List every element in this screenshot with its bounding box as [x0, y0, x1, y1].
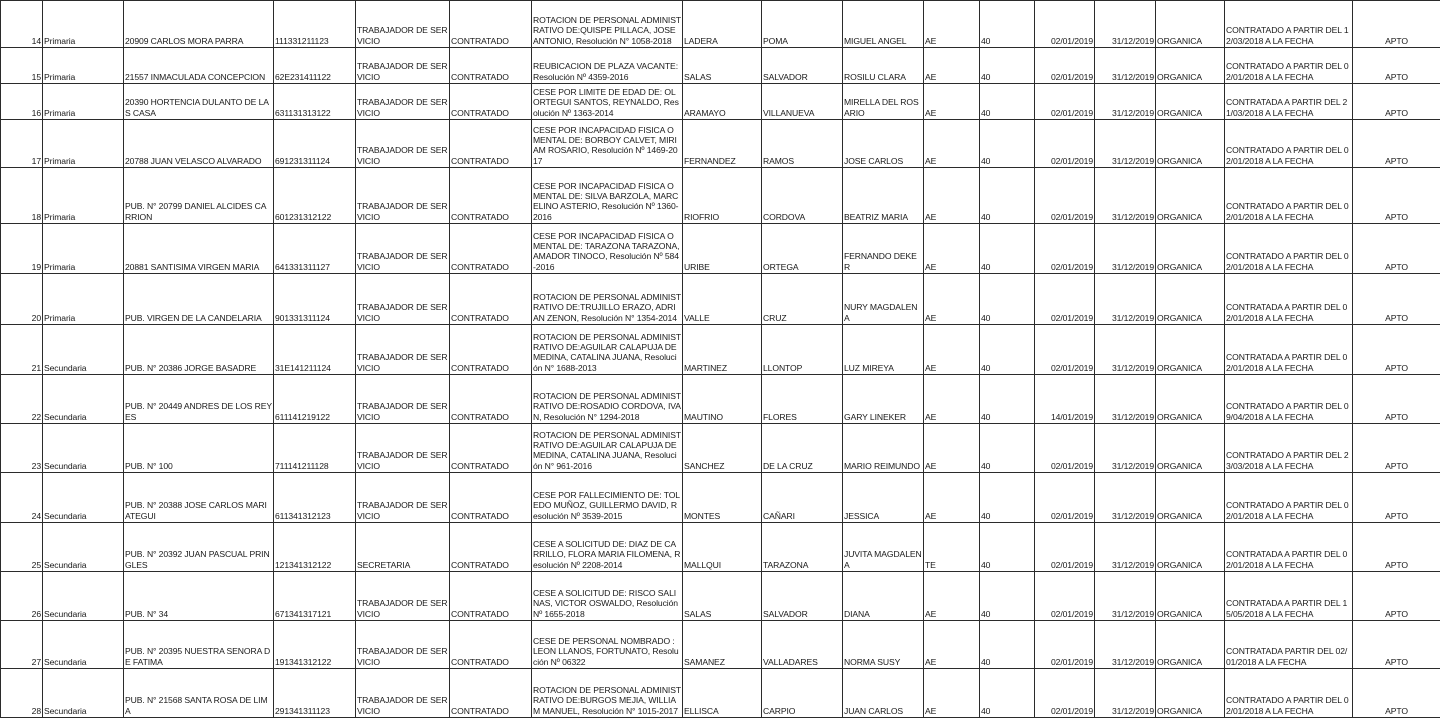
- hours-cell: 40: [980, 523, 1035, 572]
- condition-cell: CONTRATADO: [450, 325, 532, 375]
- condition-cell: CONTRATADO: [450, 473, 532, 523]
- vacancy-reason-cell: CESE POR INCAPACIDAD FISICA O MENTAL DE: TARAZONA TARAZONA, AMADOR TINOCO, Resolución Nº 584-2016: [532, 224, 683, 274]
- maternal-surname-cell: TARAZONA: [762, 523, 843, 572]
- table-row: [1, 84, 1440, 120]
- result-cell: APTO: [1353, 168, 1440, 224]
- condition-cell: CONTRATADO: [450, 375, 532, 424]
- hours-cell: 40: [980, 1, 1035, 48]
- result-cell: APTO: [1353, 325, 1440, 375]
- observation-cell: CONTRATADA A PARTIR DEL 21/03/2018 A LA FECHA: [1225, 84, 1353, 120]
- plaza-type-cell: ORGANICA: [1156, 621, 1225, 669]
- table-row: [1, 120, 1440, 168]
- observation-cell: CONTRATADO A PARTIR DEL 23/03/2018 A LA FECHA: [1225, 424, 1353, 473]
- vacancy-reason-cell: ROTACION DE PERSONAL ADMINISTRATIVO DE:AGUILAR CALAPUJA DE MEDINA, CATALINA JUANA, Resolución N° 1688-2013: [532, 325, 683, 375]
- category-cell: AE: [924, 120, 980, 168]
- result-cell: APTO: [1353, 473, 1440, 523]
- paternal-surname-cell: VALLE: [683, 274, 762, 325]
- end-date-cell: 31/12/2019: [1095, 1, 1156, 48]
- table-row: [1, 375, 1440, 424]
- institution-cell: PUB. N° 20395 NUESTRA SENORA DE FATIMA: [124, 621, 274, 669]
- institution-cell: PUB. N° 20392 JUAN PASCUAL PRINGLES: [124, 523, 274, 572]
- start-date-cell: 02/01/2019: [1035, 325, 1095, 375]
- hours-cell: 40: [980, 572, 1035, 621]
- level-cell: Secundaria: [43, 669, 124, 718]
- position-code-cell: 601231312122: [274, 168, 356, 224]
- maternal-surname-cell: ORTEGA: [762, 224, 843, 274]
- position-code-cell: 901331311124: [274, 274, 356, 325]
- plaza-type-cell: ORGANICA: [1156, 120, 1225, 168]
- given-names-cell: LUZ MIREYA: [843, 325, 924, 375]
- table-row: [1, 325, 1440, 375]
- institution-cell: 20881 SANTISIMA VIRGEN MARIA: [124, 224, 274, 274]
- result-cell: APTO: [1353, 523, 1440, 572]
- level-cell: Primaria: [43, 84, 124, 120]
- position-cell: TRABAJADOR DE SERVICIO: [356, 1, 450, 48]
- start-date-cell: 02/01/2019: [1035, 621, 1095, 669]
- position-cell: SECRETARIA: [356, 523, 450, 572]
- paternal-surname-cell: ARAMAYO: [683, 84, 762, 120]
- row-number-cell: 20: [1, 274, 43, 325]
- position-code-cell: 121341312122: [274, 523, 356, 572]
- institution-cell: PUB. N° 20388 JOSE CARLOS MARIATEGUI: [124, 473, 274, 523]
- hours-cell: 40: [980, 621, 1035, 669]
- start-date-cell: 02/01/2019: [1035, 572, 1095, 621]
- end-date-cell: 31/12/2019: [1095, 375, 1156, 424]
- plaza-type-cell: ORGANICA: [1156, 572, 1225, 621]
- end-date-cell: 31/12/2019: [1095, 621, 1156, 669]
- start-date-cell: 02/01/2019: [1035, 48, 1095, 84]
- result-cell: APTO: [1353, 375, 1440, 424]
- level-cell: Primaria: [43, 274, 124, 325]
- category-cell: AE: [924, 572, 980, 621]
- institution-cell: 20390 HORTENCIA DULANTO DE LAS CASA: [124, 84, 274, 120]
- position-cell: TRABAJADOR DE SERVICIO: [356, 325, 450, 375]
- maternal-surname-cell: VALLADARES: [762, 621, 843, 669]
- hours-cell: 40: [980, 325, 1035, 375]
- given-names-cell: GARY LINEKER: [843, 375, 924, 424]
- result-cell: APTO: [1353, 1, 1440, 48]
- position-cell: TRABAJADOR DE SERVICIO: [356, 168, 450, 224]
- row-number-cell: 28: [1, 669, 43, 718]
- observation-cell: CONTRATADO A PARTIR DEL 02/01/2018 A LA FECHA: [1225, 168, 1353, 224]
- position-code-cell: 611141219122: [274, 375, 356, 424]
- position-cell: TRABAJADOR DE SERVICIO: [356, 84, 450, 120]
- table-row: [1, 48, 1440, 84]
- position-cell: TRABAJADOR DE SERVICIO: [356, 120, 450, 168]
- observation-cell: CONTRATADO A PARTIR DEL 09/04/2018 A LA FECHA: [1225, 375, 1353, 424]
- start-date-cell: 02/01/2019: [1035, 168, 1095, 224]
- maternal-surname-cell: CORDOVA: [762, 168, 843, 224]
- level-cell: Primaria: [43, 224, 124, 274]
- institution-cell: PUB. N° 100: [124, 424, 274, 473]
- institution-cell: PUB. N° 20449 ANDRES DE LOS REYES: [124, 375, 274, 424]
- start-date-cell: 02/01/2019: [1035, 669, 1095, 718]
- level-cell: Secundaria: [43, 375, 124, 424]
- position-cell: TRABAJADOR DE SERVICIO: [356, 669, 450, 718]
- observation-cell: CONTRATADO A PARTIR DEL 12/03/2018 A LA FECHA: [1225, 1, 1353, 48]
- row-number-cell: 19: [1, 224, 43, 274]
- condition-cell: CONTRATADO: [450, 224, 532, 274]
- result-cell: APTO: [1353, 224, 1440, 274]
- result-cell: APTO: [1353, 669, 1440, 718]
- institution-cell: 20909 CARLOS MORA PARRA: [124, 1, 274, 48]
- end-date-cell: 31/12/2019: [1095, 473, 1156, 523]
- end-date-cell: 31/12/2019: [1095, 168, 1156, 224]
- position-code-cell: 631131313122: [274, 84, 356, 120]
- plaza-type-cell: ORGANICA: [1156, 168, 1225, 224]
- institution-cell: 20788 JUAN VELASCO ALVARADO: [124, 120, 274, 168]
- category-cell: AE: [924, 621, 980, 669]
- paternal-surname-cell: SAMANEZ: [683, 621, 762, 669]
- end-date-cell: 31/12/2019: [1095, 48, 1156, 84]
- category-cell: AE: [924, 669, 980, 718]
- plaza-type-cell: ORGANICA: [1156, 84, 1225, 120]
- row-number-cell: 22: [1, 375, 43, 424]
- row-number-cell: 16: [1, 84, 43, 120]
- category-cell: AE: [924, 84, 980, 120]
- table-row: [1, 473, 1440, 523]
- maternal-surname-cell: LLONTOP: [762, 325, 843, 375]
- level-cell: Primaria: [43, 48, 124, 84]
- institution-cell: PUB. N° 21568 SANTA ROSA DE LIMA: [124, 669, 274, 718]
- level-cell: Primaria: [43, 168, 124, 224]
- position-cell: TRABAJADOR DE SERVICIO: [356, 621, 450, 669]
- maternal-surname-cell: SALVADOR: [762, 572, 843, 621]
- observation-cell: CONTRATADO A PARTIR DEL 02/01/2018 A LA FECHA: [1225, 473, 1353, 523]
- plaza-type-cell: ORGANICA: [1156, 1, 1225, 48]
- condition-cell: CONTRATADO: [450, 120, 532, 168]
- vacancy-reason-cell: ROTACION DE PERSONAL ADMINISTRATIVO DE:AGUILAR CALAPUJA DE MEDINA, CATALINA JUANA, Resolución N° 961-2016: [532, 424, 683, 473]
- category-cell: AE: [924, 168, 980, 224]
- level-cell: Secundaria: [43, 572, 124, 621]
- table-row: [1, 424, 1440, 473]
- end-date-cell: 31/12/2019: [1095, 84, 1156, 120]
- maternal-surname-cell: CAÑARI: [762, 473, 843, 523]
- vacancy-reason-cell: CESE A SOLICITUD DE: RISCO SALINAS, VICTOR OSWALDO, Resolución Nº 1655-2018: [532, 572, 683, 621]
- paternal-surname-cell: ELLISCA: [683, 669, 762, 718]
- category-cell: AE: [924, 1, 980, 48]
- vacancy-reason-cell: ROTACION DE PERSONAL ADMINISTRATIVO DE:TRUJILLO ERAZO, ADRIAN ZENON, Resolución N° 1354-2014: [532, 274, 683, 325]
- observation-cell: CONTRATADA A PARTIR DEL 15/05/2018 A LA FECHA: [1225, 572, 1353, 621]
- vacancy-reason-cell: CESE POR INCAPACIDAD FISICA O MENTAL DE: BORBOY CALVET, MIRIAM ROSARIO, Resolución Nº 1469-2017: [532, 120, 683, 168]
- observation-cell: CONTRATADO A PARTIR DEL 02/01/2018 A LA FECHA: [1225, 48, 1353, 84]
- paternal-surname-cell: RIOFRIO: [683, 168, 762, 224]
- paternal-surname-cell: MALLQUI: [683, 523, 762, 572]
- paternal-surname-cell: MONTES: [683, 473, 762, 523]
- row-number-cell: 14: [1, 1, 43, 48]
- maternal-surname-cell: SALVADOR: [762, 48, 843, 84]
- position-code-cell: 611341312123: [274, 473, 356, 523]
- category-cell: AE: [924, 325, 980, 375]
- maternal-surname-cell: CRUZ: [762, 274, 843, 325]
- level-cell: Primaria: [43, 1, 124, 48]
- level-cell: Secundaria: [43, 473, 124, 523]
- institution-cell: PUB. VIRGEN DE LA CANDELARIA: [124, 274, 274, 325]
- position-code-cell: 191341312122: [274, 621, 356, 669]
- table-row: [1, 621, 1440, 669]
- hours-cell: 40: [980, 424, 1035, 473]
- position-code-cell: 111331211123: [274, 1, 356, 48]
- vacancy-reason-cell: CESE A SOLICITUD DE: DIAZ DE CARRILLO, FLORA MARIA FILOMENA, Resolución Nº 2208-2014: [532, 523, 683, 572]
- table-row: [1, 523, 1440, 572]
- category-cell: TE: [924, 523, 980, 572]
- start-date-cell: 02/01/2019: [1035, 523, 1095, 572]
- paternal-surname-cell: LADERA: [683, 1, 762, 48]
- start-date-cell: 02/01/2019: [1035, 224, 1095, 274]
- condition-cell: CONTRATADO: [450, 274, 532, 325]
- hours-cell: 40: [980, 224, 1035, 274]
- plaza-type-cell: ORGANICA: [1156, 274, 1225, 325]
- given-names-cell: BEATRIZ MARIA: [843, 168, 924, 224]
- maternal-surname-cell: RAMOS: [762, 120, 843, 168]
- category-cell: AE: [924, 375, 980, 424]
- row-number-cell: 21: [1, 325, 43, 375]
- start-date-cell: 14/01/2019: [1035, 375, 1095, 424]
- result-cell: APTO: [1353, 424, 1440, 473]
- hours-cell: 40: [980, 473, 1035, 523]
- row-number-cell: 25: [1, 523, 43, 572]
- paternal-surname-cell: MAUTINO: [683, 375, 762, 424]
- end-date-cell: 31/12/2019: [1095, 120, 1156, 168]
- institution-cell: PUB. N° 34: [124, 572, 274, 621]
- position-cell: TRABAJADOR DE SERVICIO: [356, 473, 450, 523]
- given-names-cell: JUVITA MAGDALENA: [843, 523, 924, 572]
- observation-cell: CONTRATADA A PARTIR DEL 02/01/2018 A LA FECHA: [1225, 523, 1353, 572]
- level-cell: Secundaria: [43, 621, 124, 669]
- position-code-cell: 62E231411122: [274, 48, 356, 84]
- plaza-type-cell: ORGANICA: [1156, 325, 1225, 375]
- end-date-cell: 31/12/2019: [1095, 224, 1156, 274]
- given-names-cell: DIANA: [843, 572, 924, 621]
- position-code-cell: 291341311123: [274, 669, 356, 718]
- condition-cell: CONTRATADO: [450, 84, 532, 120]
- institution-cell: 21557 INMACULADA CONCEPCION: [124, 48, 274, 84]
- given-names-cell: JUAN CARLOS: [843, 669, 924, 718]
- hours-cell: 40: [980, 168, 1035, 224]
- observation-cell: CONTRATADO A PARTIR DEL 02/01/2018 A LA FECHA: [1225, 669, 1353, 718]
- given-names-cell: MARIO REIMUNDO: [843, 424, 924, 473]
- plaza-type-cell: ORGANICA: [1156, 523, 1225, 572]
- institution-cell: PUB. N° 20386 JORGE BASADRE: [124, 325, 274, 375]
- observation-cell: CONTRATADA PARTIR DEL 02/01/2018 A LA FECHA: [1225, 621, 1353, 669]
- given-names-cell: FERNANDO DEKER: [843, 224, 924, 274]
- maternal-surname-cell: POMA: [762, 1, 843, 48]
- observation-cell: CONTRATADA A PARTIR DEL 02/01/2018 A LA FECHA: [1225, 274, 1353, 325]
- paternal-surname-cell: MARTINEZ: [683, 325, 762, 375]
- result-cell: APTO: [1353, 572, 1440, 621]
- paternal-surname-cell: SALAS: [683, 48, 762, 84]
- table-row: [1, 168, 1440, 224]
- row-number-cell: 17: [1, 120, 43, 168]
- condition-cell: CONTRATADO: [450, 424, 532, 473]
- given-names-cell: MIGUEL ANGEL: [843, 1, 924, 48]
- maternal-surname-cell: DE LA CRUZ: [762, 424, 843, 473]
- position-code-cell: 671341317121: [274, 572, 356, 621]
- level-cell: Secundaria: [43, 523, 124, 572]
- observation-cell: CONTRATADO A PARTIR DEL 02/01/2018 A LA FECHA: [1225, 120, 1353, 168]
- position-code-cell: 31E141211124: [274, 325, 356, 375]
- row-number-cell: 15: [1, 48, 43, 84]
- paternal-surname-cell: SANCHEZ: [683, 424, 762, 473]
- end-date-cell: 31/12/2019: [1095, 523, 1156, 572]
- plaza-type-cell: ORGANICA: [1156, 48, 1225, 84]
- position-code-cell: 641331311127: [274, 224, 356, 274]
- table-row: [1, 1, 1440, 48]
- hours-cell: 40: [980, 375, 1035, 424]
- plaza-type-cell: ORGANICA: [1156, 669, 1225, 718]
- result-cell: APTO: [1353, 48, 1440, 84]
- vacancy-reason-cell: CESE POR INCAPACIDAD FISICA O MENTAL DE: SILVA BARZOLA, MARCELINO ASTERIO, Resolución Nº 1360-2016: [532, 168, 683, 224]
- paternal-surname-cell: SALAS: [683, 572, 762, 621]
- position-cell: TRABAJADOR DE SERVICIO: [356, 224, 450, 274]
- start-date-cell: 02/01/2019: [1035, 473, 1095, 523]
- plaza-type-cell: ORGANICA: [1156, 424, 1225, 473]
- category-cell: AE: [924, 274, 980, 325]
- condition-cell: CONTRATADO: [450, 669, 532, 718]
- end-date-cell: 31/12/2019: [1095, 669, 1156, 718]
- start-date-cell: 02/01/2019: [1035, 424, 1095, 473]
- vacancy-reason-cell: ROTACION DE PERSONAL ADMINISTRATIVO DE:QUISPE PILLACA, JOSE ANTONIO, Resolución N° 1058-2018: [532, 1, 683, 48]
- start-date-cell: 02/01/2019: [1035, 120, 1095, 168]
- vacancy-reason-cell: CESE POR FALLECIMIENTO DE: TOLEDO MUÑOZ, GUILLERMO DAVID, Resolución Nº 3539-2015: [532, 473, 683, 523]
- paternal-surname-cell: FERNANDEZ: [683, 120, 762, 168]
- start-date-cell: 02/01/2019: [1035, 274, 1095, 325]
- vacancy-reason-cell: CESE DE PERSONAL NOMBRADO : LEON LLANOS, FORTUNATO, Resolución Nº 06322: [532, 621, 683, 669]
- table-body: [1, 1, 1440, 718]
- vacancy-reason-cell: ROTACION DE PERSONAL ADMINISTRATIVO DE:BURGOS MEJIA, WILLIAM MANUEL, Resolución N° 1015-2017: [532, 669, 683, 718]
- vacancy-reason-cell: ROTACION DE PERSONAL ADMINISTRATIVO DE:ROSADIO CORDOVA, IVAN, Resolución N° 1294-2018: [532, 375, 683, 424]
- paternal-surname-cell: URIBE: [683, 224, 762, 274]
- plaza-type-cell: ORGANICA: [1156, 375, 1225, 424]
- condition-cell: CONTRATADO: [450, 168, 532, 224]
- start-date-cell: 02/01/2019: [1035, 1, 1095, 48]
- position-cell: TRABAJADOR DE SERVICIO: [356, 572, 450, 621]
- level-cell: Secundaria: [43, 424, 124, 473]
- result-cell: APTO: [1353, 621, 1440, 669]
- start-date-cell: 02/01/2019: [1035, 84, 1095, 120]
- observation-cell: CONTRATADA A PARTIR DEL 02/01/2018 A LA FECHA: [1225, 325, 1353, 375]
- condition-cell: CONTRATADO: [450, 572, 532, 621]
- row-number-cell: 23: [1, 424, 43, 473]
- row-number-cell: 26: [1, 572, 43, 621]
- given-names-cell: ROSILU CLARA: [843, 48, 924, 84]
- given-names-cell: NORMA SUSY: [843, 621, 924, 669]
- position-cell: TRABAJADOR DE SERVICIO: [356, 48, 450, 84]
- table-row: [1, 572, 1440, 621]
- row-number-cell: 27: [1, 621, 43, 669]
- given-names-cell: MIRELLA DEL ROSARIO: [843, 84, 924, 120]
- maternal-surname-cell: FLORES: [762, 375, 843, 424]
- row-number-cell: 24: [1, 473, 43, 523]
- hours-cell: 40: [980, 120, 1035, 168]
- end-date-cell: 31/12/2019: [1095, 424, 1156, 473]
- hours-cell: 40: [980, 48, 1035, 84]
- hours-cell: 40: [980, 84, 1035, 120]
- given-names-cell: NURY MAGDALENA: [843, 274, 924, 325]
- condition-cell: CONTRATADO: [450, 48, 532, 84]
- maternal-surname-cell: VILLANUEVA: [762, 84, 843, 120]
- condition-cell: CONTRATADO: [450, 621, 532, 669]
- condition-cell: CONTRATADO: [450, 523, 532, 572]
- hours-cell: 40: [980, 669, 1035, 718]
- end-date-cell: 31/12/2019: [1095, 274, 1156, 325]
- institution-cell: PUB. N° 20799 DANIEL ALCIDES CARRION: [124, 168, 274, 224]
- result-cell: APTO: [1353, 120, 1440, 168]
- category-cell: AE: [924, 224, 980, 274]
- result-cell: APTO: [1353, 274, 1440, 325]
- table-row: [1, 224, 1440, 274]
- category-cell: AE: [924, 473, 980, 523]
- category-cell: AE: [924, 424, 980, 473]
- table-row: [1, 669, 1440, 718]
- position-cell: TRABAJADOR DE SERVICIO: [356, 375, 450, 424]
- plaza-type-cell: ORGANICA: [1156, 224, 1225, 274]
- end-date-cell: 31/12/2019: [1095, 325, 1156, 375]
- position-cell: TRABAJADOR DE SERVICIO: [356, 274, 450, 325]
- row-number-cell: 18: [1, 168, 43, 224]
- result-cell: APTO: [1353, 84, 1440, 120]
- end-date-cell: 31/12/2019: [1095, 572, 1156, 621]
- observation-cell: CONTRATADO A PARTIR DEL 02/01/2018 A LA FECHA: [1225, 224, 1353, 274]
- level-cell: Primaria: [43, 120, 124, 168]
- hours-cell: 40: [980, 274, 1035, 325]
- given-names-cell: JOSE CARLOS: [843, 120, 924, 168]
- position-code-cell: 691231311124: [274, 120, 356, 168]
- condition-cell: CONTRATADO: [450, 1, 532, 48]
- plaza-type-cell: ORGANICA: [1156, 473, 1225, 523]
- vacancy-reason-cell: REUBICACION DE PLAZA VACANTE: Resolución Nº 4359-2016: [532, 48, 683, 84]
- table-row: [1, 274, 1440, 325]
- category-cell: AE: [924, 48, 980, 84]
- position-cell: TRABAJADOR DE SERVICIO: [356, 424, 450, 473]
- maternal-surname-cell: CARPIO: [762, 669, 843, 718]
- level-cell: Secundaria: [43, 325, 124, 375]
- vacancy-reason-cell: CESE POR LIMITE DE EDAD DE: OLORTEGUI SANTOS, REYNALDO, Resolución Nº 1363-2014: [532, 84, 683, 120]
- given-names-cell: JESSICA: [843, 473, 924, 523]
- position-code-cell: 711141211128: [274, 424, 356, 473]
